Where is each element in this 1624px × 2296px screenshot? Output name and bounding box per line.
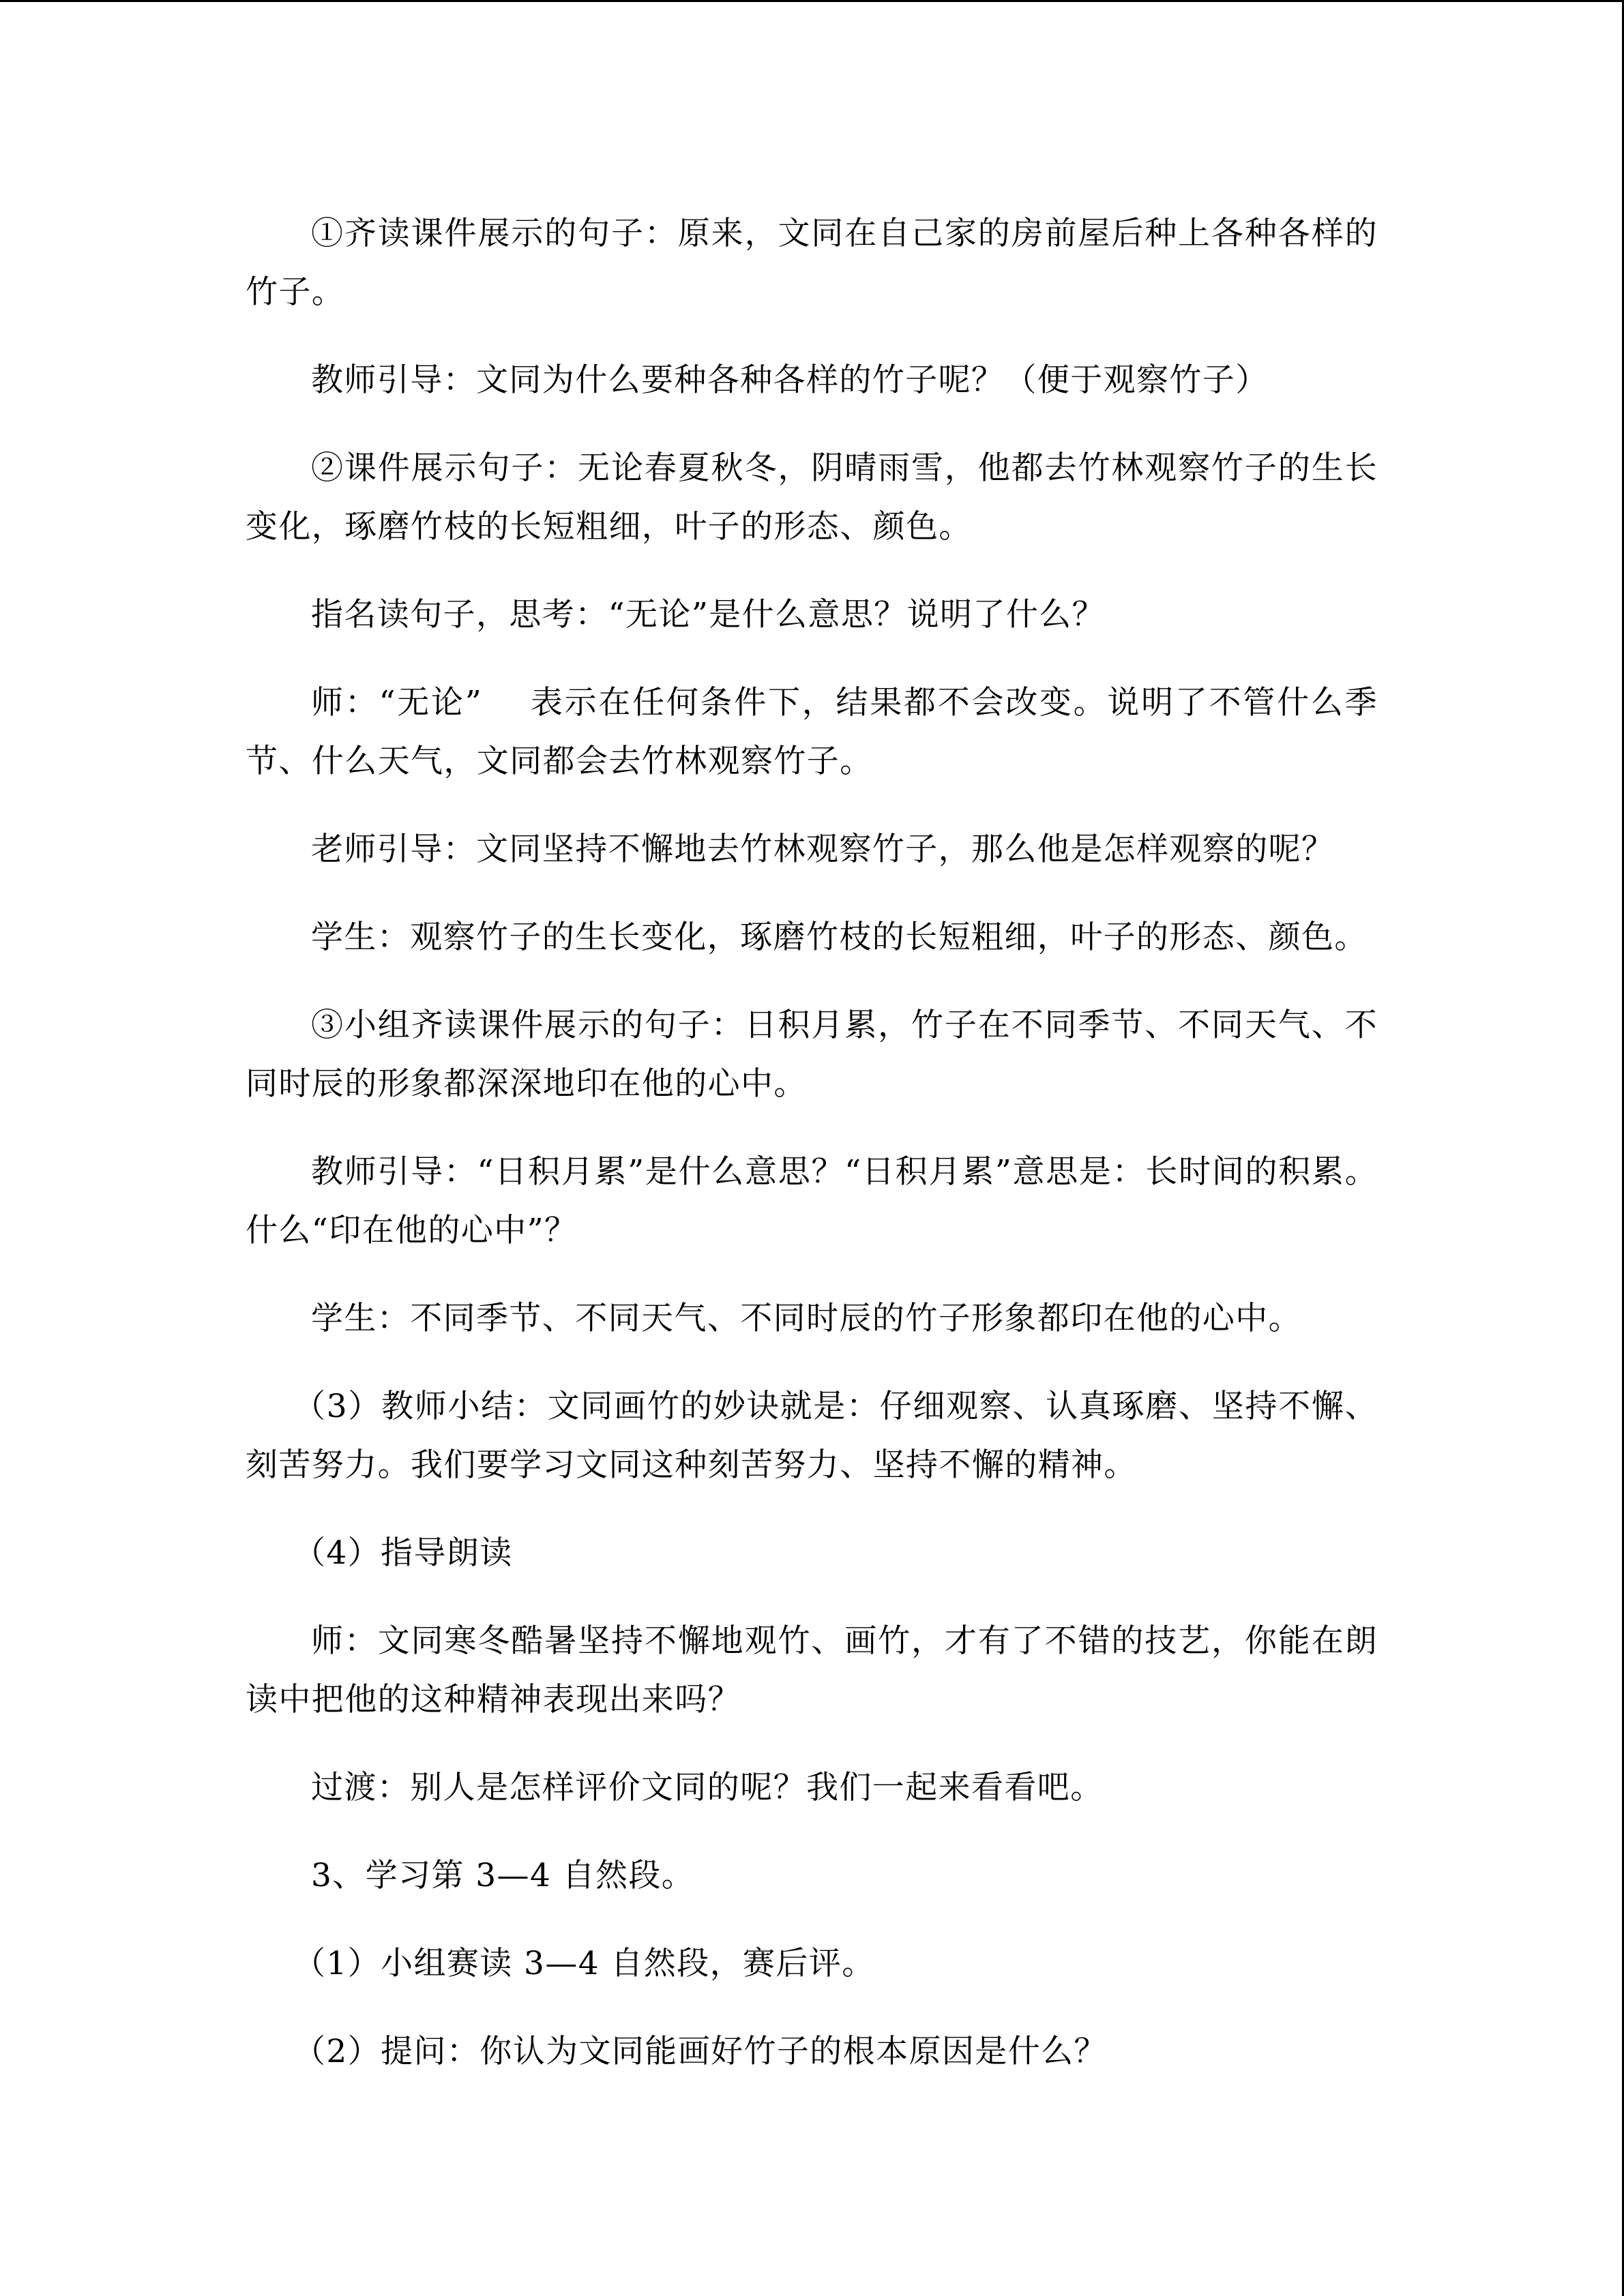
paragraph-15: 3、学习第 3—4 自然段。 <box>311 1857 695 1894</box>
paragraph-5: 师：“无论” 表示在任何条件下，结果都不会改变。说明了不管什么季节、什么天气，文同都会去竹林观察竹子。 <box>246 684 1378 780</box>
page-top-border <box>0 0 1624 2</box>
paragraph-6: 老师引导：文同坚持不懈地去竹林观察竹子，那么他是怎样观察的呢？ <box>311 831 1335 868</box>
paragraph-17: （2）提问：你认为文同能画好竹子的根本原因是什么？ <box>293 2033 1107 2070</box>
paragraph-12: （4）指导朗读 <box>293 1534 513 1572</box>
paragraph-2: 教师引导：文同为什么要种各种各样的竹子呢？（便于观察竹子） <box>311 361 1269 399</box>
paragraph-3: ②课件展示句子：无论春夏秋冬，阴晴雨雪，他都去竹林观察竹子的生长变化，琢磨竹枝的长短粗细，叶子的形态、颜色。 <box>246 449 1378 546</box>
paragraph-10: 学生：不同季节、不同天气、不同时辰的竹子形象都印在他的心中。 <box>311 1300 1301 1337</box>
paragraph-7: 学生：观察竹子的生长变化，琢磨竹枝的长短粗细，叶子的形态、颜色。 <box>311 919 1368 956</box>
paragraph-8: ③小组齐读课件展示的句子：日积月累，竹子在不同季节、不同天气、不同时辰的形象都深深地印在他的心中。 <box>246 1007 1378 1103</box>
paragraph-16: （1）小组赛读 3—4 自然段，赛后评。 <box>293 1945 875 1982</box>
paragraph-1: ①齐读课件展示的句子：原来，文同在自己家的房前屋后种上各种各样的竹子。 <box>246 215 1378 311</box>
document-body <box>246 205 1378 2111</box>
paragraph-13: 师：文同寒冬酷暑坚持不懈地观竹、画竹，才有了不错的技艺，你能在朗读中把他的这种精神表现出来吗？ <box>246 1622 1378 1718</box>
paragraph-9: 教师引导：“日积月累”是什么意思？“日积月累”意思是：长时间的积累。什么“印在他的心中”？ <box>246 1153 1378 1249</box>
paragraph-4: 指名读句子，思考：“无论”是什么意思？说明了什么？ <box>311 596 1106 633</box>
paragraph-14: 过渡：别人是怎样评价文同的呢？我们一起来看看吧。 <box>311 1769 1104 1806</box>
paragraph-11: （3）教师小结：文同画竹的妙诀就是：仔细观察、认真琢磨、坚持不懈、刻苦努力。我们要学习文同这种刻苦努力、坚持不懈的精神。 <box>246 1388 1378 1484</box>
